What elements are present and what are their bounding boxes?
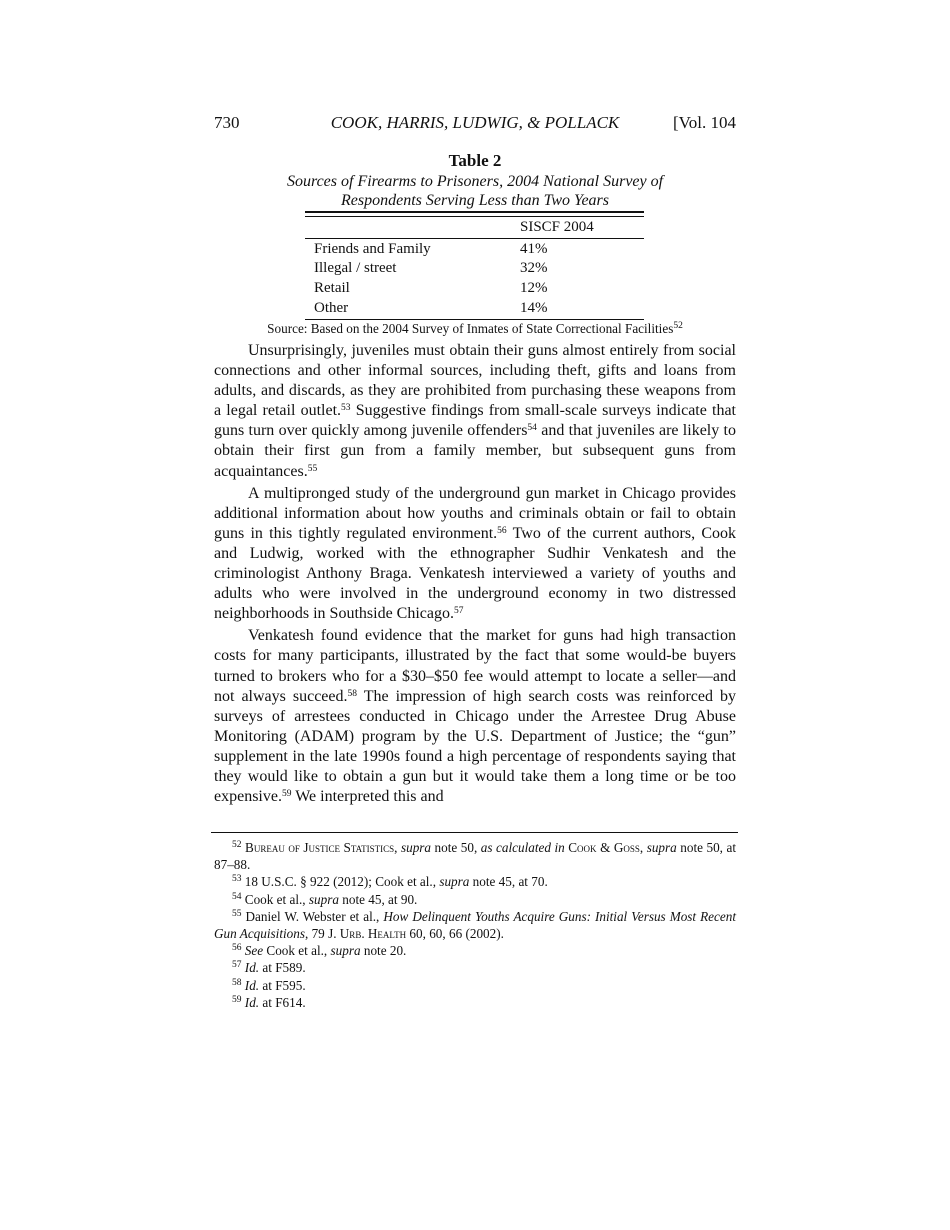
text-run: note 50, at 87–88.	[214, 840, 737, 873]
text-run: Id.	[244, 960, 260, 976]
text-run: 18 U.S.C. § 922 (2012); Cook et al.,	[244, 874, 440, 890]
text-run: Cook & Goss	[568, 840, 640, 855]
footnote-53	[214, 873, 736, 890]
table-source-text: Source: Based on the 2004 Survey of Inmates of State Correctional Facilities	[267, 321, 674, 336]
footnote-ref: 57	[453, 606, 464, 617]
text-run: See	[244, 943, 264, 959]
text-run: at F595.	[259, 977, 306, 993]
table-row-value: 12%	[520, 280, 548, 296]
table-caption	[214, 172, 736, 210]
footnote-58	[214, 977, 736, 994]
footnote-number: 54	[232, 891, 242, 902]
volume-label: [Vol. 104	[673, 113, 736, 132]
footnote-59	[214, 994, 736, 1011]
text-run: ,	[639, 840, 647, 855]
table-column-header: SISCF 2004	[520, 219, 594, 235]
footnote-ref: 55	[307, 463, 318, 474]
paragraph	[214, 626, 736, 807]
text-run: at F589.	[259, 960, 306, 976]
footnote-number: 52	[232, 840, 242, 850]
footnote-ref: 54	[527, 423, 537, 434]
text-run: Id.	[244, 977, 260, 993]
table-bottom-rule	[305, 319, 644, 320]
footnote-number: 56	[232, 943, 242, 954]
text-run: Cook et al.,	[263, 943, 331, 959]
table-row-label: Other	[314, 300, 349, 316]
table-header-rule	[305, 238, 644, 239]
footnote-55	[214, 908, 736, 942]
table-top-rule-thin	[305, 216, 644, 217]
text-run: We interpreted this and	[291, 788, 444, 806]
table-caption-line-2: Respondents Serving Less than Two Years	[340, 192, 609, 209]
table-row-value: 14%	[520, 300, 548, 316]
body-text	[214, 341, 736, 809]
footnote-56	[214, 942, 736, 959]
text-run: supra	[330, 943, 361, 959]
footnote-ref: 59	[281, 789, 292, 800]
page-number: 730	[214, 113, 240, 132]
text-run: note 50,	[431, 840, 481, 855]
text-run: supra	[308, 891, 339, 907]
paragraph	[214, 484, 736, 625]
table-row-value: 41%	[520, 241, 548, 257]
text-run: The impression of high search costs was reinforced by surveys of arrestees conducted in Chicago under the Arrestee Drug Abuse Monitoring (ADAM) program by the U.S. Department of Justice; the “gun” supplement in the late 1990s found a high percentage of respondents saying that they would like to obtain a gun but it would take them a long time or be too expensive.	[214, 687, 736, 806]
text-run: supra	[439, 874, 470, 890]
footnote-52	[214, 839, 736, 873]
text-run: Bureau of Justice Statistics	[245, 840, 395, 855]
text-run: Suggestive findings from small-scale surveys indicate that guns turn over quickly among juvenile offenders	[214, 402, 737, 440]
text-run: Daniel W. Webster et al.,	[245, 908, 384, 924]
text-run: supra	[646, 840, 677, 855]
table-row-value: 32%	[520, 260, 548, 276]
table-row-label: Retail	[314, 280, 350, 296]
footnote-54	[214, 891, 736, 908]
text-run: Id.	[244, 994, 260, 1010]
text-run: Cook et al.,	[244, 891, 309, 907]
text-run: A multipronged study of the underground gun market in Chicago provides additional information about how youths and criminals obtain or fail to obtain guns in this tightly regulated environment.	[214, 484, 736, 542]
footnote-number: 57	[232, 960, 242, 971]
footnotes	[214, 839, 736, 1011]
text-run: Two of the current authors, Cook and Ludwig, worked with the ethnographer Sudhir Venkatesh and the criminologist Anthony Braga. Venkatesh interviewed a variety of youths and adults who were involved in the underground economy in two distressed neighborhoods in Southside Chicago.	[214, 524, 736, 623]
text-run: as calculated in	[480, 840, 565, 855]
footnote-ref: 58	[347, 688, 357, 699]
text-run: supra	[400, 840, 432, 855]
footnote-ref: 53	[341, 403, 351, 414]
text-run: How Delinquent Youths Acquire Guns: Initial Versus Most Recent Gun Acquisitions	[214, 908, 736, 942]
table-title: Table 2	[448, 151, 502, 170]
table-caption-line-1: Sources of Firearms to Prisoners, 2004 National Survey of	[286, 173, 664, 190]
text-run: note 20.	[360, 943, 407, 959]
text-run: 60, 60, 66 (2002).	[406, 926, 504, 942]
footnote-number: 55	[232, 908, 242, 919]
footnote-ref: 56	[497, 525, 507, 536]
footnote-number: 59	[232, 994, 242, 1005]
text-run: note 45, at 70.	[469, 874, 548, 890]
footnote-number: 53	[232, 874, 242, 885]
table-top-rule	[305, 211, 644, 213]
text-run: , 79	[304, 926, 329, 942]
footnote-ref: 52	[673, 321, 683, 331]
table-source	[214, 321, 736, 337]
running-head-authors: COOK, HARRIS, LUDWIG, & POLLACK	[330, 113, 620, 132]
paragraph	[214, 341, 736, 482]
text-run: note 45, at 90.	[338, 891, 418, 907]
footnote-number: 58	[232, 977, 242, 988]
text-run: Venkatesh found evidence that the market for guns had high transaction costs for many participants, illustrated by the fact that some would-be buyers turned to brokers who for a $30–$50 fee would attempt to locate a seller—and not always succeed.	[214, 627, 736, 705]
text-run: at F614.	[259, 994, 306, 1010]
text-run: J. Urb. Health	[328, 926, 407, 942]
table-row-label: Illegal / street	[314, 260, 397, 276]
text-run: ,	[394, 840, 401, 855]
footnote-57	[214, 959, 736, 976]
text-run: Unsurprisingly, juveniles must obtain their guns almost entirely from social connections and other informal sources, including theft, gifts and loans from adults, and discards, as they are prohibited from purchasing these weapons from a legal retail outlet.	[214, 342, 736, 420]
text-run: and that juveniles are likely to obtain their first gun from a family member, but subsequent guns from acquaintances.	[214, 422, 736, 480]
table-row-label: Friends and Family	[314, 241, 431, 257]
footnote-separator	[211, 832, 738, 833]
